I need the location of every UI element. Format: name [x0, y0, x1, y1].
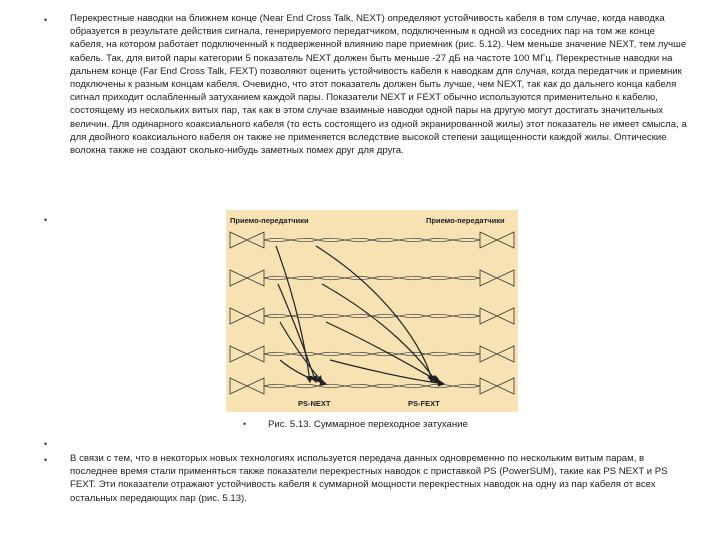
label-right-transceivers: Приемо-передатчики	[426, 216, 505, 225]
label-ps-next: PS-NEXT	[298, 399, 331, 408]
bullet-caption: •	[243, 419, 247, 429]
left-transceivers	[230, 232, 264, 394]
bullet-1: •	[44, 15, 48, 25]
bullet-2: •	[44, 215, 48, 225]
right-transceivers	[480, 232, 514, 394]
ps-next-fext-diagram	[226, 210, 518, 412]
diagram-svg	[226, 210, 518, 412]
paragraph-next-fext: Перекрестные наводки на ближнем конце (Near End Cross Talk, NEXT) определяют устойчивость кабеля в том случае, когда наводка образуется в результате действия сигнала, генерируемого передатчиком, подключенным к одной из соседних пар на том же конце кабеля, на котором работает подключенный к подверженной влиянию паре приемник (рис. 5.12). Чем меньше значение NEXT, тем лучше кабель. Так, для витой пары категории 5 показатель NEXT должен быть меньше -27 дБ на частоте 100 МГц. Перекрестные наводки на дальнем конце (Far End Cross Talk, FEXT) позволяют оценить устойчивость кабеля к наводкам для случая, когда передатчик и приемник подключены к разным концам кабеля. Очевидно, что этот показатель должен быть лучше, чем NEXT, так как до дальнего конца кабеля сигнал приходит ослабленный затуханием каждой пары. Показатели NEXT и FEXT обычно используются применительно к кабелю, состоящему из нескольких витых пар, так как в этом случае взаимные наводки одной пары на другую могут достигать значительных величин. Для одинарного коаксиального кабеля (то есть состоящего из одной экранированной жилы) этот показатель не имеет смысла, а для двойного коаксиального кабеля он также не применяется вследствие высокой степени защищенности каждой жилы. Оптические волокна также не создают сколько-нибудь заметных помех друг для друга.	[70, 13, 687, 157]
paragraph-powersum: В связи с тем, что в некоторых новых технологиях используется передача данных одновременно по нескольким витым парам, в последнее время стали применяться также показатели перекрестных наводок с приставкой PS (PowerSUM), такие как PS NEXT и PS FEXT. Эти показатели отражают устойчивость кабеля к суммарной мощности перекрестных наводок на одну из пар кабеля от всех остальных передающих пар (рис. 5.13).	[70, 453, 668, 504]
bullet-4: •	[44, 455, 48, 465]
crosstalk-arrows	[276, 246, 444, 384]
label-left-transceivers: Приемо-передатчики	[230, 216, 309, 225]
figure-caption: Рис. 5.13. Суммарное переходное затухание	[268, 419, 468, 430]
bullet-3: •	[44, 439, 48, 449]
label-ps-fext: PS-FEXT	[408, 399, 440, 408]
